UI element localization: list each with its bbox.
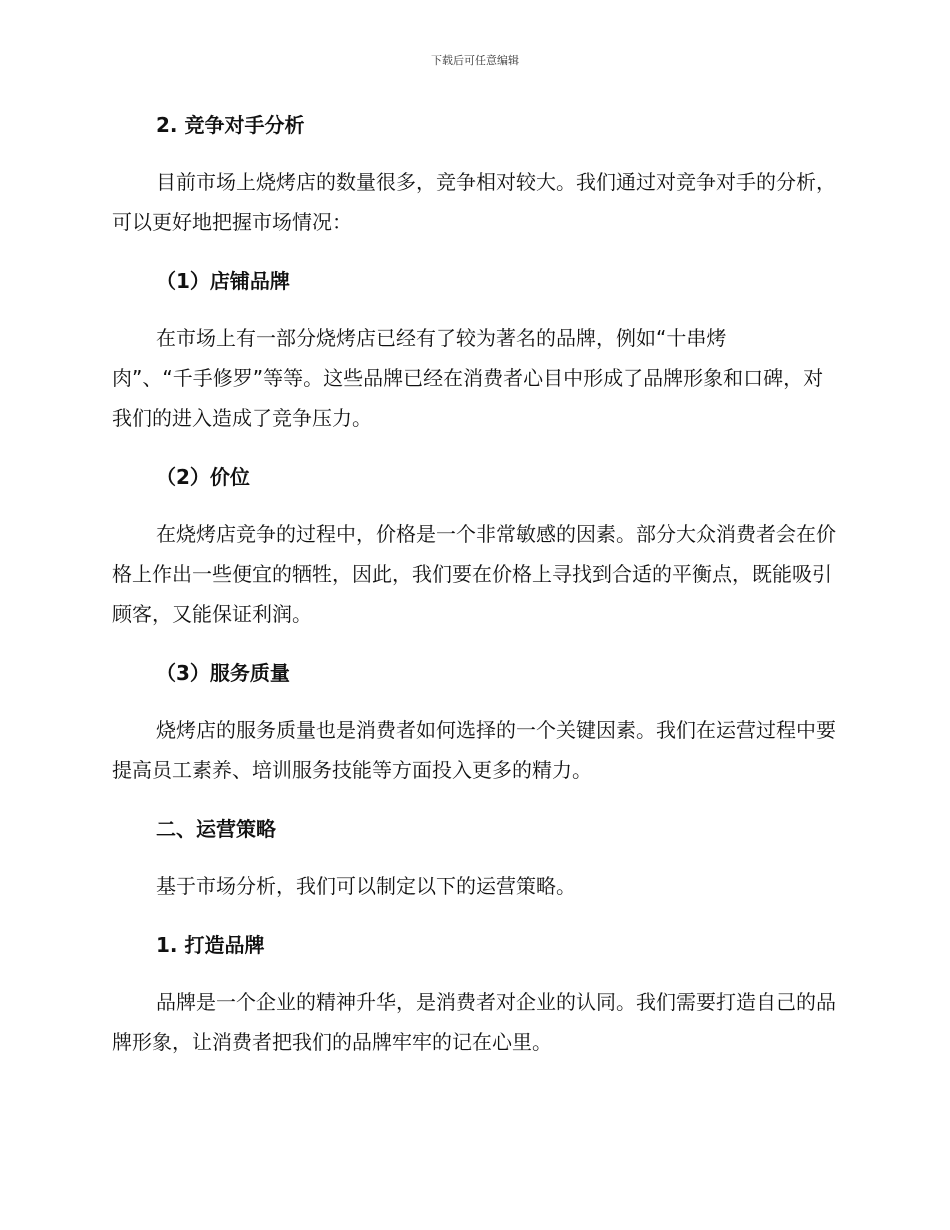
heading-price: （2）价位 (156, 465, 250, 489)
paragraph-store-brand (112, 318, 836, 438)
paragraph-operation-strategy: 基于市场分析，我们可以制定以下的运营策略。 (156, 874, 576, 898)
paragraph-competitor-analysis: 目前市场上烧烤店的数量很多，竞争相对较大。我们通过对竞争对手的分析，可以更好地把握市场情况： (112, 170, 836, 234)
paragraph-price: 在烧烤店竞争的过程中，价格是一个非常敏感的因素。部分大众消费者会在价格上作出一些便宜的牺牲，因此，我们要在价格上寻找到合适的平衡点，既能吸引顾客，又能保证利润。 (112, 522, 836, 626)
paragraph-store-brand-line-1: 在市场上有一部分烧烤店已经有了较为著名的品牌，例如“十串烤 (156, 326, 727, 350)
paragraph-build-brand: 品牌是一个企业的精神升华，是消费者对企业的认同。我们需要打造自己的品牌形象，让消费者把我们的品牌牢牢的记在心里。 (112, 990, 836, 1054)
paragraph-service-quality: 烧烤店的服务质量也是消费者如何选择的一个关键因素。我们在运营过程中要提高员工素养、培训服务技能等方面投入更多的精力。 (112, 718, 836, 782)
heading-service-quality: （3）服务质量 (156, 661, 290, 685)
page-header: 下载后可任意编辑 (431, 54, 519, 67)
document-body (112, 110, 836, 1062)
heading-build-brand: 1. 打造品牌 (156, 933, 265, 957)
heading-operation-strategy: 二、运营策略 (156, 817, 276, 841)
heading-competitor-analysis: 2. 竞争对手分析 (156, 113, 305, 137)
heading-store-brand: （1）店铺品牌 (156, 269, 290, 293)
paragraph-store-brand-line-2: 肉”、“千手修罗”等等。这些品牌已经在消费者心目中形成了品牌形象和口碑，对我们的进入造成了竞争压力。 (112, 366, 824, 430)
